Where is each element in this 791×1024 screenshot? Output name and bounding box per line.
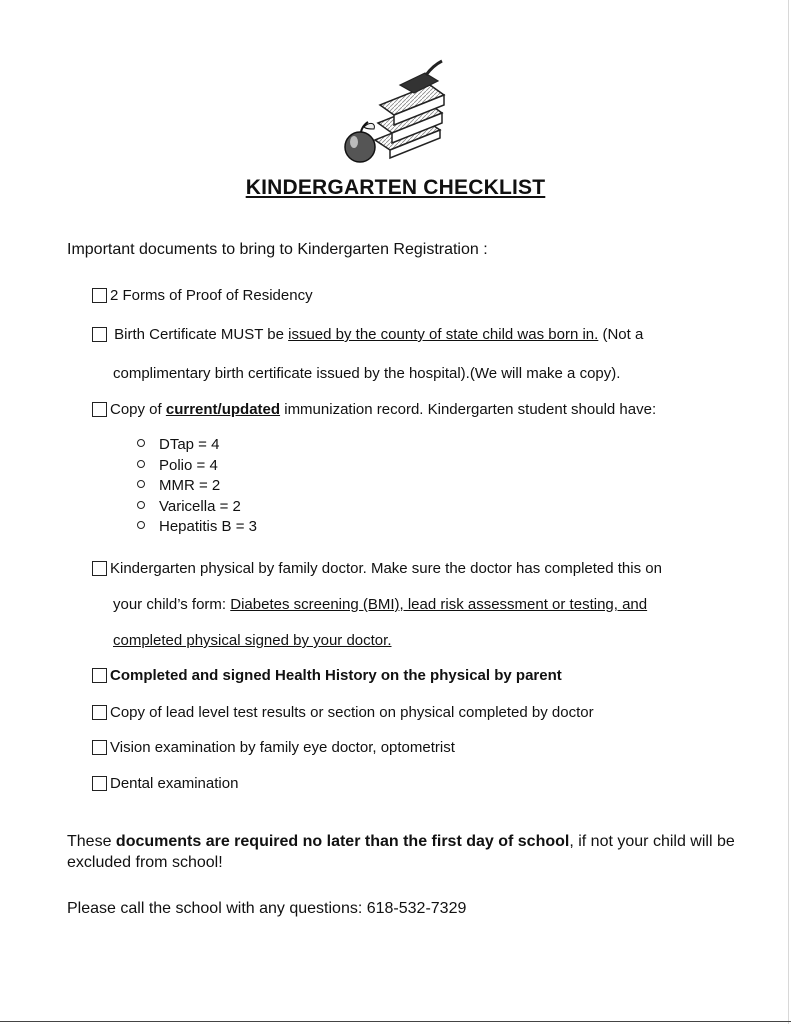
item-health-history [92,667,562,684]
physical-line2 [113,596,647,613]
vaccine-item [137,436,219,453]
item-residency [92,287,313,304]
vaccine-label: Polio = 4 [159,457,218,474]
vision-label: Vision examination by family eye doctor, optometrist [110,739,455,756]
page-edge [788,0,789,1024]
contact-line: Please call the school with any questions: 618-532-7329 [67,900,467,917]
page-title: KINDERGARTEN CHECKLIST [245,176,546,199]
notice-text: These [67,833,116,850]
item-dental [92,775,238,792]
lead-test-label: Copy of lead level test results or section on physical completed by doctor [110,704,594,721]
residency-label: 2 Forms of Proof of Residency [110,287,313,304]
physical-line3: completed physical signed by your doctor. [113,632,392,649]
health-history-label: Completed and signed Health History on the physical by parent [110,667,562,684]
birth-certificate-label: Birth Certificate MUST be [110,326,289,343]
dental-label: Dental examination [110,775,239,792]
health-history-checkbox[interactable] [92,668,107,683]
lead-test-checkbox[interactable] [92,705,107,720]
birth-certificate-line2: complimentary birth certificate issued by the hospital).(We will make a copy). [113,365,621,382]
physical-requirements: Diabetes screening (BMI), lead risk assessment or testing, and [230,596,648,613]
requirement-notice [67,831,747,873]
bullet-icon [137,439,145,447]
residency-checkbox[interactable] [92,288,107,303]
vision-checkbox[interactable] [92,740,107,755]
vaccine-item [137,518,257,535]
immunization-checkbox[interactable] [92,402,107,417]
item-immunization [92,401,656,418]
notice-emphasis: documents are required no later than the first day of school [115,833,570,850]
vaccine-label: Hepatitis B = 3 [159,518,257,535]
birth-certificate-checkbox[interactable] [92,327,107,342]
page-bottom-rule [0,1021,791,1022]
vaccine-label: MMR = 2 [159,477,221,494]
item-vision [92,739,455,756]
notice-text-end: , if not your child will be excluded from school! [67,833,735,871]
immunization-emphasis: current/updated [165,401,281,418]
physical-checkbox[interactable] [92,561,107,576]
immunization-label-pre: Copy of [110,401,166,418]
bullet-icon [137,501,145,509]
bullet-icon [137,460,145,468]
vaccine-item [137,457,218,474]
intro-text: Important documents to bring to Kindergarten Registration : [67,241,488,258]
birth-certificate-note: (Not a [598,326,644,343]
birth-certificate-requirement: issued by the county of state child was born in. [288,326,599,343]
bullet-icon [137,521,145,529]
bullet-icon [137,480,145,488]
item-physical [92,560,662,577]
vaccine-label: DTap = 4 [159,436,220,453]
vaccine-item [137,498,241,515]
vaccine-label: Varicella = 2 [159,498,241,515]
item-birth-certificate [92,326,643,343]
physical-line1: Kindergarten physical by family doctor. Make sure the doctor has completed this on [110,560,662,577]
dental-checkbox[interactable] [92,776,107,791]
physical-line2-text: your child’s form: [113,596,231,613]
vaccine-item [137,477,220,494]
immunization-label-post: immunization record. Kindergarten student should have: [280,401,657,418]
books-apple-icon [330,55,460,170]
item-lead-test [92,704,594,721]
